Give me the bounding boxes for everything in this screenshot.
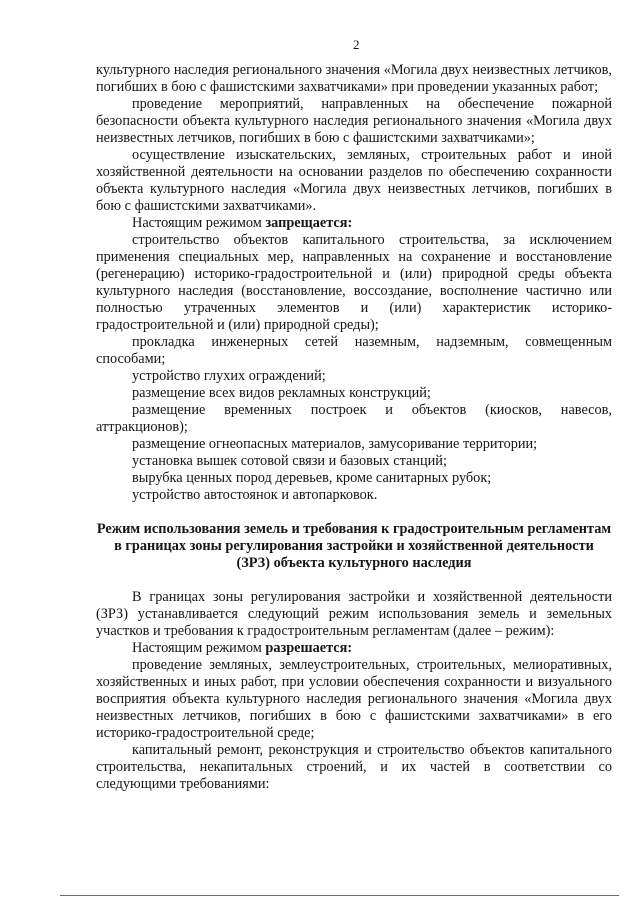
prohibited-item: установка вышек сотовой связи и базовых станций; xyxy=(132,453,447,469)
paragraph-continued: культурного наследия регионального значения «Могила двух неизвестных летчиков, погибших в бою с фашистскими захватчиками» при проведении указанных работ; xyxy=(96,62,612,95)
allowed-intro-prefix: Настоящим режимом xyxy=(132,640,266,656)
prohibited-item: размещение всех видов рекламных конструкций; xyxy=(132,385,431,401)
allowed-item: проведение земляных, землеустроительных, строительных, мелиоративных, хозяйственных и иных работ, при условии обеспечения сохранности и визуального восприятия объекта культурного наследия регионального значения «Могила двух неизвестных летчиков, погибших в бою с фашистскими захватчиками» в его историко-градостроительной среде; xyxy=(96,657,612,741)
footer-divider xyxy=(60,895,619,896)
prohibited-item: устройство глухих ограждений; xyxy=(132,368,326,384)
document-body xyxy=(96,62,612,793)
prohibited-item: вырубка ценных пород деревьев, кроме санитарных рубок; xyxy=(132,470,492,486)
prohibited-intro-prefix: Настоящим режимом xyxy=(132,215,266,231)
section-heading: Режим использования земель и требования к градостроительным регламентам в границах зоны регулирования застройки и хозяйственной деятельности (ЗРЗ) объекта культурного наследия xyxy=(96,521,612,571)
prohibited-item: устройство автостоянок и автопарковок. xyxy=(132,487,378,503)
allowed-intro xyxy=(96,640,612,657)
section-intro: В границах зоны регулирования застройки и хозяйственной деятельности (ЗРЗ) устанавливается следующий режим использования земель и земельных участков и требования к градостроительным регламентам (далее – режим): xyxy=(96,589,612,639)
prohibited-item: размещение огнеопасных материалов, замусоривание территории; xyxy=(132,436,538,452)
prohibited-item: строительство объектов капитального строительства, за исключением применения специальных мер, направленных на сохранение и восстановление (регенерацию) историко-градостроительной и (или) природной среды объекта культурного наследия (восстановление, воссоздание, восполнение частично или полностью утраченных элементов и (или) характеристик историко-градостроительной и (или) природной среды); xyxy=(96,232,612,333)
allowed-intro-bold: разрешается: xyxy=(265,640,353,656)
prohibited-item: размещение временных построек и объектов (киосков, навесов, аттракционов); xyxy=(96,402,612,435)
prohibited-item: прокладка инженерных сетей наземным, надземным, совмещенным способами; xyxy=(96,334,612,367)
prohibited-intro xyxy=(96,215,612,232)
allowed-item: капитальный ремонт, реконструкция и строительство объектов капитального строительства, некапитальных строений, и их частей в соответствии со следующими требованиями: xyxy=(96,742,612,792)
paragraph-fire-safety: проведение мероприятий, направленных на обеспечение пожарной безопасности объекта культурного наследия регионального значения «Могила двух неизвестных летчиков, погибших в бою с фашистскими захватчиками»; xyxy=(96,96,612,146)
page-number: 2 xyxy=(353,37,360,52)
paragraph-survey-works: осуществление изыскательских, земляных, строительных работ и иной хозяйственной деятельности на основании разделов по обеспечению сохранности объекта культурного наследия «Могила двух неизвестных летчиков, погибших в бою с фашистскими захватчиками». xyxy=(96,147,612,214)
prohibited-intro-bold: запрещается: xyxy=(265,215,353,231)
